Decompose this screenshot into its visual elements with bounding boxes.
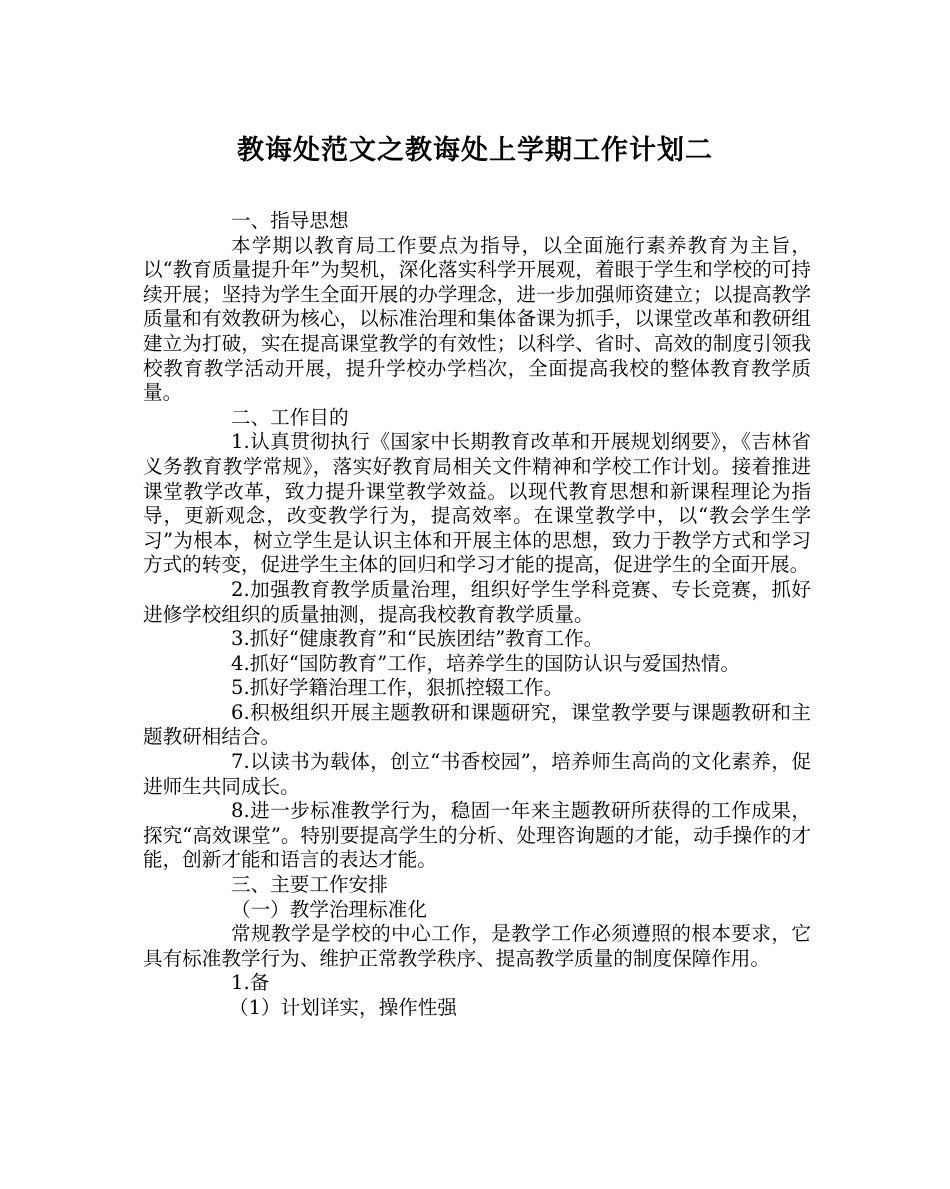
paragraph-guiding-thought: 本学期以教育局工作要点为指导，以全面施行素养教育为主旨，以“教育质量提升年”为契机，深化落实科学开展观，着眼于学生和学校的可持续开展；坚持为学生全面开展的办学理念，进一步加强师资建立；以提高教学质量和有效教研为核心，以标准治理和集体备课为抓手，以课堂改革和教研组建立为打破，实在提高课堂教学的有效性；以科学、省时、高效的制度引领我校教育教学活动开展，提升学校办学档次，全面提高我校的整体教育教学质量。 bbox=[143, 233, 811, 405]
paragraph-goal-7: 7.以读书为载体，创立“书香校园”，培养师生高尚的文化素养，促进师生共同成长。 bbox=[143, 750, 811, 798]
heading-work-goals: 二、工作目的 bbox=[231, 405, 349, 429]
paragraph-goal-5: 5.抓好学籍治理工作，狠抓控辍工作。 bbox=[231, 676, 564, 700]
paragraph-routine-teaching: 常规教学是学校的中心工作，是教学工作必须遵照的根本要求，它具有标准教学行为、维护正常教学秩序、提高教学质量的制度保障作用。 bbox=[143, 922, 811, 970]
paragraph-goal-2: 2.加强教育教学质量治理，组织好学生学科竞赛、专长竞赛，抓好进修学校组织的质量抽测，提高我校教育教学质量。 bbox=[143, 577, 811, 626]
paragraph-goal-8: 8.进一步标准教学行为，稳固一年来主题教研所获得的工作成果，探究“高效课堂”。特别要提高学生的分析、处理咨询题的才能，动手操作的才能，创新才能和语言的表达才能。 bbox=[143, 799, 811, 872]
paragraph-goal-6: 6.积极组织开展主题教研和课题研究，课堂教学要与课题教研和主题教研相结合。 bbox=[143, 700, 811, 749]
heading-guiding-thought: 一、指导思想 bbox=[231, 209, 349, 232]
subheading-management: （一）教学治理标准化 bbox=[231, 897, 427, 921]
heading-main-arrangements: 三、主要工作安排 bbox=[231, 873, 388, 897]
document-title: 教诲处范文之教诲处上学期工作计划二 bbox=[237, 135, 713, 166]
paragraph-goal-1: 1.认真贯彻执行《国家中长期教育改革和开展规划纲要》，《吉林省义务教育教学常规》，落实好教育局相关文件精神和学校工作计划。接着推进课堂教学改革，致力提升课堂教学效益。以现代教育思想和新课程理论为指导，更新观念，改变教学行为，提高效率。在课堂教学中，以“教会学生学习”为根本，树立学生是认识主体和开展主体的思想，致力于教学方式和学习方式的转变，促进学生主体的回归和学习才能的提高，促进学生的全面开展。 bbox=[143, 430, 811, 577]
item-prepare: 1.备 bbox=[231, 971, 270, 995]
paragraph-goal-3: 3.抓好“健康教育”和“民族团结”教育工作。 bbox=[231, 627, 604, 651]
item-plan-detailed: （1）计划详实，操作性强 bbox=[229, 996, 457, 1019]
document-body bbox=[143, 209, 811, 1021]
paragraph-goal-4: 4.抓好“国防教育”工作，培养学生的国防认识与爱国热情。 bbox=[231, 651, 740, 675]
